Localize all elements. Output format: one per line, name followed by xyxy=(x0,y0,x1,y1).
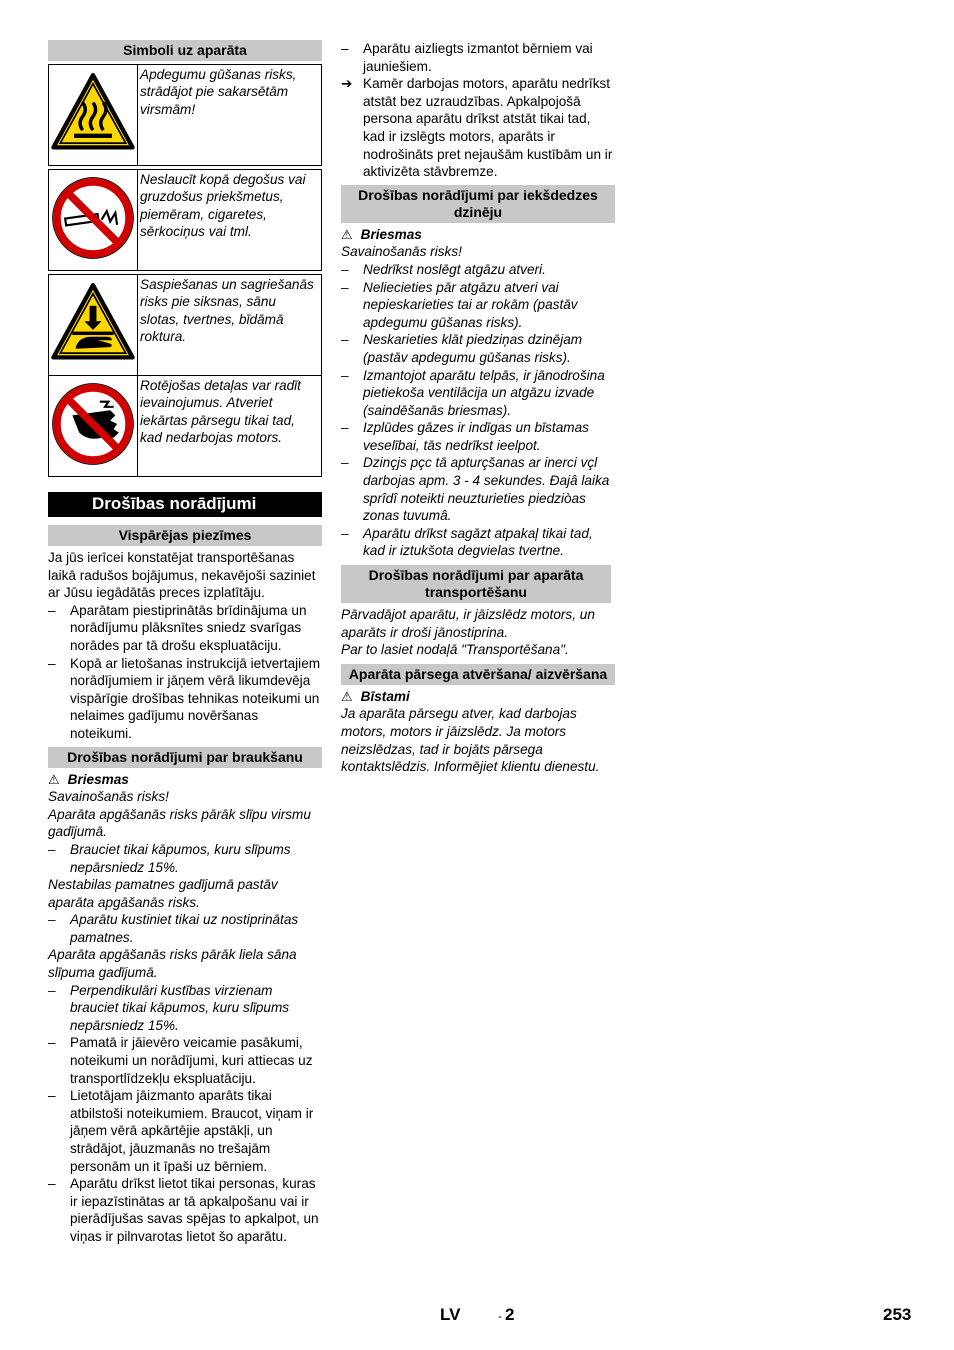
text-line: Aparāta apgāšanās risks pārāk liela sāna slīpuma gadījumā. xyxy=(48,947,297,981)
hood-lines xyxy=(341,705,615,775)
list-item: – Neskarieties klāt piedziņas dzinējam (pastāv apdegumu gūšanas risks). xyxy=(341,331,615,366)
hand-crush-warning-icon xyxy=(50,280,136,366)
text-line: Nestabilas pamatnes gadījumā pastāv aparāta apgāšanās risks. xyxy=(48,877,278,910)
text-line: Pārvadājot aparātu, ir jāizslēdz motors, un aparāts ir droši jānostiprina. xyxy=(341,607,595,640)
text-line: Savainošanās risks! xyxy=(48,789,169,805)
text-line: Ja aparāta pārsegu atver, kad darbojas motors, motors ir jāizslēdz. Ja motors neizslēdzas, tad ir bojāts pārsega kontaktslēdzis. Informējiet klientu dienestu. xyxy=(341,706,600,775)
symbol-text: Rotējošas detaļas var radīt ievainojumus. Atveriet iekārtas pārsegu tikai tad, kad nedarbojas motors. xyxy=(138,376,322,477)
symbols-heading: Simboli uz aparāta xyxy=(48,40,322,61)
symbol-text: Saspiešanas un sagriešanās risks pie siksnas, sānu slotas, tvertnes, bīdāmā roktura. xyxy=(138,275,322,376)
warning-triangle-icon: ⚠ xyxy=(48,771,60,787)
general-heading: Vispārējas piezīmes xyxy=(48,525,322,546)
left-column xyxy=(48,40,322,1246)
engine-lines xyxy=(341,243,615,560)
safety-heading: Drošības norādījumi xyxy=(48,492,322,517)
symbol-text: Apdegumu gūšanas risks, strādājot pie sakarsētām virsmām! xyxy=(138,65,322,166)
list-item: – Pamatā ir jāievēro veicamie pasākumi, noteikumi un norādījumi, kuri attiecas uz transportlīdzekļu ekspluatāciju. xyxy=(48,1034,322,1087)
list-item: – Aparātu drīkst lietot tikai personas, kuras ir iepazīstinātas ar tā apkalpošanu vai ir pierādījušas savas spējas to apkalpot, un viņas ir pilnvarotas lietot šo aparātu. xyxy=(48,1175,322,1245)
list-item: – Aparātu aizliegts izmantot bērniem vai jauniešiem. xyxy=(341,40,615,75)
warning-triangle-icon: ⚠ xyxy=(341,226,353,242)
list-item: – Kopā ar lietošanas instrukcijā ietvertajiem norādījumiem ir jāņem vērā likumdevēja vispārīgie drošības tehnikas noteikumi un nelaimes gadījumu novēršanas noteikumi. xyxy=(48,655,322,743)
warning-label: ⚠ Briesmas xyxy=(341,226,422,242)
language-code: LV xyxy=(440,1305,461,1324)
transport-heading: Drošības norādījumi par aparāta transportēšanu xyxy=(341,565,611,603)
right-column xyxy=(341,40,615,776)
list-item: – Aparātu drīkst sagāzt atpakaļ tikai tad, kad ir iztukšota degvielas tvertne. xyxy=(341,525,615,560)
text-line: Aparāta apgāšanās risks pārāk slīpu virsmu gadījumā. xyxy=(48,806,311,840)
no-hand-rotating-parts-icon xyxy=(50,381,136,467)
page-number: 253 xyxy=(883,1305,912,1324)
page-footer xyxy=(0,1306,954,1328)
section-number: - 2 xyxy=(498,1305,515,1324)
engine-heading: Drošības norādījumi par iekšdedzes dzinēju xyxy=(341,185,615,223)
hot-surface-warning-icon xyxy=(50,70,136,156)
driving-heading: Drošības norādījumi par braukšanu xyxy=(48,747,322,768)
general-intro: Ja jūs ierīcei konstatējat transportēšanas laikā radušos bojājumus, nekavējoši saziniet ar Jūsu iegādātās preces izplatītāju. xyxy=(48,550,316,601)
symbol-row xyxy=(49,376,322,477)
warning-triangle-icon: ⚠ xyxy=(341,688,353,704)
list-item: – Izplūdes gāzes ir indīgas un bīstamas veselībai, tās nedrīkst ieelpot. xyxy=(341,419,615,454)
warning-label: ⚠ Bīstami xyxy=(341,688,410,704)
warning-label: ⚠ Briesmas xyxy=(48,771,129,787)
no-burning-objects-icon xyxy=(50,175,136,261)
list-item: – Nedrīkst noslēgt atgāzu atveri. xyxy=(341,261,615,279)
list-item: – Aparātam piestiprinātās brīdinājuma un norādījumu plāksnītes sniedz svarīgas norādes par tā drošu ekspluatāciju. xyxy=(48,602,322,655)
list-item: – Lietotājam jāizmanto aparāts tikai atbilstoši noteikumiem. Braucot, viņam ir jāņem vērā apkārtējie apstākļi, un strādājot, jāuzmanās no trešajām personām un it īpaši uz bērniem. xyxy=(48,1087,322,1175)
symbol-row xyxy=(49,170,322,271)
transport-lines xyxy=(341,606,615,659)
text-line: Savainošanās risks! xyxy=(341,244,462,260)
symbol-row xyxy=(49,275,322,376)
list-item: – Aparātu kustiniet tikai uz nostiprinātas pamatnes. xyxy=(48,911,322,946)
symbols-table xyxy=(48,64,322,477)
driving-lines xyxy=(48,788,322,1245)
text-line: Par to lasiet nodaļā "Transportēšana". xyxy=(341,642,569,658)
arrow-right-icon: ➔ xyxy=(341,76,353,92)
symbol-text: Neslaucīt kopā degošus vai gruzdošus priekšmetus, piemēram, cigaretes, sērkociņus vai tml. xyxy=(138,170,322,271)
list-item: – Neliecieties pār atgāzu atveri vai nepieskarieties tai ar rokām (pastāv apdegumu gūšanas risks). xyxy=(341,279,615,332)
list-item: – Perpendikulāri kustības virzienam brauciet tikai kāpumos, kuru slīpums nepārsniedz 15%. xyxy=(48,982,322,1035)
list-item: ➔ Kamēr darbojas motors, aparātu nedrīkst atstāt bez uzraudzības. Apkalpojošā persona aparātu drīkst atstāt tikai tad, kad ir izslēgts motors, aparāts ir nodrošināts pret nejaušām kustībām un ir aktivizēta stāvbremze. xyxy=(341,76,613,180)
symbol-row xyxy=(49,65,322,166)
list-item: – Dzinçjs pçc tā apturçšanas ar inerci vçl darbojas apm. 3 - 4 sekundes. Ðajâ laika sprîdî noteikti neuzturieties piedziòas zonas tuvumâ. xyxy=(341,454,615,524)
list-item: – Brauciet tikai kāpumos, kuru slīpums nepārsniedz 15%. xyxy=(48,841,322,876)
hood-heading: Aparāta pārsega atvēršana/ aizvēršana xyxy=(341,664,615,685)
list-item: – Izmantojot aparātu telpās, ir jānodrošina pietiekoša ventilācija un atgāzu izvade (saindēšanās briesmas). xyxy=(341,367,615,420)
